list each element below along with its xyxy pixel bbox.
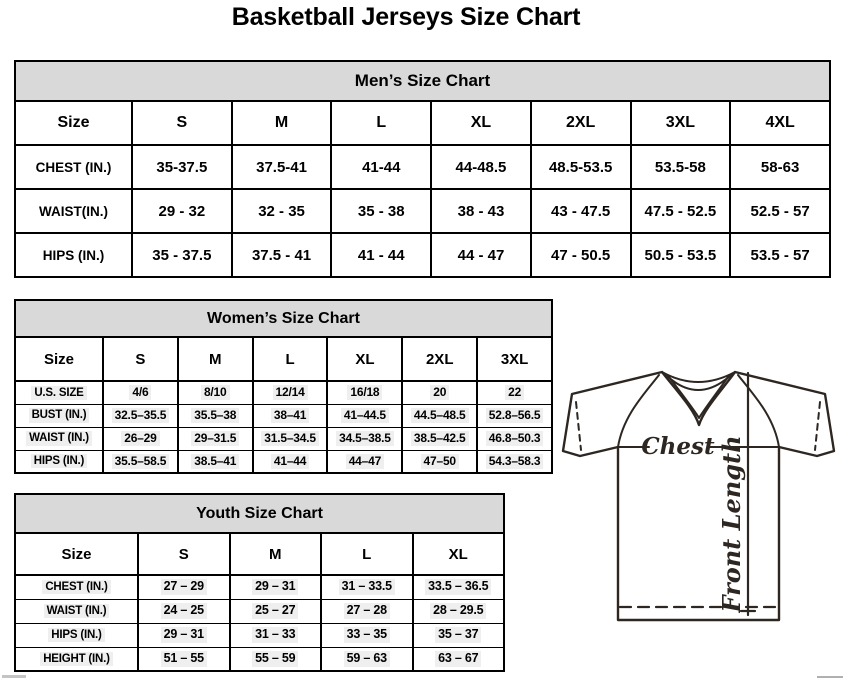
highlighted-value: 51 – 55 [161, 651, 207, 667]
womens-value-cell [402, 427, 477, 450]
youth-value-cell [230, 599, 322, 623]
highlighted-value: 16/18 [347, 385, 382, 400]
highlighted-value: HIPS (IN.) [48, 628, 104, 642]
youth-value-cell [413, 599, 505, 623]
highlighted-value: 55 – 59 [252, 651, 298, 667]
youth-row-label [15, 599, 138, 623]
left-cuff-dashed-line [576, 402, 581, 450]
youth-data-row-2 [15, 623, 504, 647]
youth-value-cell [413, 575, 505, 599]
womens-col-header-size: Size [15, 337, 103, 381]
youth-value-cell [138, 623, 230, 647]
jersey-measurement-diagram [556, 362, 840, 626]
womens-value-cell [477, 450, 552, 473]
highlighted-value: 31 – 33.5 [339, 579, 395, 595]
youth-size-chart-section [14, 493, 505, 672]
mens-value-cell: 43 - 47.5 [531, 189, 631, 233]
youth-value-cell [138, 599, 230, 623]
mens-value-cell: 37.5 - 41 [232, 233, 332, 277]
womens-data-row-0 [15, 381, 552, 404]
youth-value-cell [321, 647, 413, 671]
highlighted-value: 26–29 [121, 431, 159, 446]
highlighted-value: 29 – 31 [161, 627, 207, 643]
highlighted-value: 27 – 29 [161, 579, 207, 595]
youth-row-label [15, 647, 138, 671]
highlighted-value: 54.3–58.3 [486, 454, 544, 469]
mens-row-label: CHEST (IN.) [15, 145, 132, 189]
youth-value-cell [413, 623, 505, 647]
highlighted-value: WAIST (IN.) [26, 431, 92, 445]
highlighted-value: 38–41 [271, 408, 309, 423]
mens-col-header-xl: XL [431, 101, 531, 145]
highlighted-value: 41–44 [271, 454, 309, 469]
womens-row-label [15, 450, 103, 473]
highlighted-value: 29 – 31 [252, 579, 298, 595]
mens-col-header-4xl: 4XL [730, 101, 830, 145]
womens-value-cell [402, 381, 477, 404]
highlighted-value: 59 – 63 [344, 651, 390, 667]
mens-value-cell: 32 - 35 [232, 189, 332, 233]
womens-value-cell [178, 381, 253, 404]
womens-row-label [15, 404, 103, 427]
youth-value-cell [230, 623, 322, 647]
womens-chart-title: Women’s Size Chart [15, 300, 552, 337]
highlighted-value: 52.8–56.5 [486, 408, 544, 423]
highlighted-value: 33.5 – 36.5 [425, 579, 491, 595]
mens-value-cell: 35 - 37.5 [132, 233, 232, 277]
edge-artifact-right [817, 676, 843, 678]
highlighted-value: HIPS (IN.) [31, 454, 87, 468]
mens-col-header-size: Size [15, 101, 132, 145]
highlighted-value: 35.5–38 [191, 408, 239, 423]
mens-value-cell: 29 - 32 [132, 189, 232, 233]
youth-chart-title: Youth Size Chart [15, 494, 504, 533]
mens-col-header-2xl: 2XL [531, 101, 631, 145]
womens-value-cell [103, 404, 178, 427]
highlighted-value: 12/14 [273, 385, 308, 400]
youth-data-row-0 [15, 575, 504, 599]
womens-value-cell [327, 427, 402, 450]
jersey-outline-shape [563, 372, 834, 620]
highlighted-value: WAIST (IN.) [44, 604, 110, 618]
highlighted-value: 34.5–38.5 [336, 431, 394, 446]
mens-data-row-0 [15, 145, 830, 189]
womens-value-cell [327, 381, 402, 404]
highlighted-value: 24 – 25 [161, 603, 207, 619]
highlighted-value: U.S. SIZE [31, 386, 86, 400]
highlighted-value: 32.5–35.5 [112, 408, 170, 423]
highlighted-value: HEIGHT (IN.) [40, 652, 113, 666]
womens-value-cell [103, 381, 178, 404]
highlighted-value: 44–47 [346, 454, 384, 469]
womens-header-row [15, 300, 552, 337]
edge-artifact-left [2, 675, 26, 678]
mens-value-cell: 35-37.5 [132, 145, 232, 189]
youth-row-label [15, 575, 138, 599]
youth-col-header-m: M [230, 533, 322, 575]
mens-value-cell: 53.5 - 57 [730, 233, 830, 277]
womens-value-cell [477, 381, 552, 404]
mens-row-label: HIPS (IN.) [15, 233, 132, 277]
womens-value-cell [103, 427, 178, 450]
mens-value-cell: 44 - 47 [431, 233, 531, 277]
highlighted-value: CHEST (IN.) [42, 580, 110, 594]
mens-row-label: WAIST(IN.) [15, 189, 132, 233]
youth-col-header-size: Size [15, 533, 138, 575]
youth-value-cell [230, 575, 322, 599]
womens-value-cell [253, 404, 328, 427]
mens-size-table [14, 60, 831, 278]
mens-value-cell: 47 - 50.5 [531, 233, 631, 277]
highlighted-value: 35 – 37 [435, 627, 481, 643]
mens-size-row [15, 101, 830, 145]
youth-col-header-s: S [138, 533, 230, 575]
womens-value-cell [253, 427, 328, 450]
womens-col-header-xl: XL [327, 337, 402, 381]
highlighted-value: 38.5–41 [191, 454, 239, 469]
highlighted-value: 25 – 27 [252, 603, 298, 619]
highlighted-value: 31 – 33 [252, 627, 298, 643]
highlighted-value: 4/6 [129, 385, 151, 400]
womens-size-chart-section [14, 299, 553, 474]
highlighted-value: 22 [505, 385, 524, 400]
mens-value-cell: 50.5 - 53.5 [631, 233, 731, 277]
youth-col-header-xl: XL [413, 533, 505, 575]
highlighted-value: 31.5–34.5 [261, 431, 319, 446]
mens-size-chart-section [14, 60, 831, 278]
mens-value-cell: 44-48.5 [431, 145, 531, 189]
womens-value-cell [178, 450, 253, 473]
womens-col-header-l: L [253, 337, 328, 381]
highlighted-value: 29–31.5 [191, 431, 239, 446]
youth-row-label [15, 623, 138, 647]
highlighted-value: 33 – 35 [344, 627, 390, 643]
mens-value-cell: 47.5 - 52.5 [631, 189, 731, 233]
highlighted-value: 46.8–50.3 [486, 431, 544, 446]
mens-col-header-m: M [232, 101, 332, 145]
womens-value-cell [178, 404, 253, 427]
youth-value-cell [138, 575, 230, 599]
mens-col-header-3xl: 3XL [631, 101, 731, 145]
womens-value-cell [178, 427, 253, 450]
mens-value-cell: 53.5-58 [631, 145, 731, 189]
mens-data-row-2 [15, 233, 830, 277]
womens-row-label [15, 381, 103, 404]
mens-value-cell: 38 - 43 [431, 189, 531, 233]
mens-data-row-1 [15, 189, 830, 233]
youth-size-row [15, 533, 504, 575]
highlighted-value: 27 – 28 [344, 603, 390, 619]
highlighted-value: 28 – 29.5 [430, 603, 486, 619]
highlighted-value: 63 – 67 [435, 651, 481, 667]
womens-value-cell [477, 404, 552, 427]
mens-value-cell: 37.5-41 [232, 145, 332, 189]
front-length-label: Front Length [717, 435, 746, 613]
mens-header-row [15, 61, 830, 101]
chest-label: Chest [641, 433, 715, 460]
mens-value-cell: 48.5-53.5 [531, 145, 631, 189]
womens-value-cell [477, 427, 552, 450]
mens-col-header-s: S [132, 101, 232, 145]
mens-chart-title: Men’s Size Chart [15, 61, 830, 101]
youth-value-cell [321, 623, 413, 647]
womens-row-label [15, 427, 103, 450]
youth-header-row [15, 494, 504, 533]
womens-value-cell [253, 450, 328, 473]
mens-value-cell: 52.5 - 57 [730, 189, 830, 233]
womens-data-row-3 [15, 450, 552, 473]
highlighted-value: 41–44.5 [341, 408, 389, 423]
youth-value-cell [321, 599, 413, 623]
youth-size-table [14, 493, 505, 672]
highlighted-value: BUST (IN.) [29, 408, 90, 422]
youth-value-cell [230, 647, 322, 671]
womens-value-cell [327, 404, 402, 427]
highlighted-value: 38.5–42.5 [411, 431, 469, 446]
womens-size-row [15, 337, 552, 381]
highlighted-value: 35.5–58.5 [112, 454, 170, 469]
mens-value-cell: 41-44 [331, 145, 431, 189]
womens-col-header-s: S [103, 337, 178, 381]
womens-col-header-2xl: 2XL [402, 337, 477, 381]
highlighted-value: 47–50 [421, 454, 459, 469]
womens-value-cell [402, 450, 477, 473]
youth-data-row-1 [15, 599, 504, 623]
youth-col-header-l: L [321, 533, 413, 575]
youth-data-row-3 [15, 647, 504, 671]
womens-col-header-m: M [178, 337, 253, 381]
highlighted-value: 8/10 [201, 385, 230, 400]
mens-col-header-l: L [331, 101, 431, 145]
mens-value-cell: 35 - 38 [331, 189, 431, 233]
womens-data-row-1 [15, 404, 552, 427]
highlighted-value: 20 [430, 385, 449, 400]
womens-size-table [14, 299, 553, 474]
womens-data-row-2 [15, 427, 552, 450]
mens-value-cell: 41 - 44 [331, 233, 431, 277]
womens-value-cell [402, 404, 477, 427]
highlighted-value: 44.5–48.5 [411, 408, 469, 423]
womens-value-cell [327, 450, 402, 473]
youth-value-cell [413, 647, 505, 671]
youth-value-cell [138, 647, 230, 671]
womens-value-cell [253, 381, 328, 404]
mens-value-cell: 58-63 [730, 145, 830, 189]
page-title: Basketball Jerseys Size Chart [231, 3, 581, 31]
youth-value-cell [321, 575, 413, 599]
womens-value-cell [103, 450, 178, 473]
womens-col-header-3xl: 3XL [477, 337, 552, 381]
right-cuff-dashed-line [815, 402, 820, 450]
